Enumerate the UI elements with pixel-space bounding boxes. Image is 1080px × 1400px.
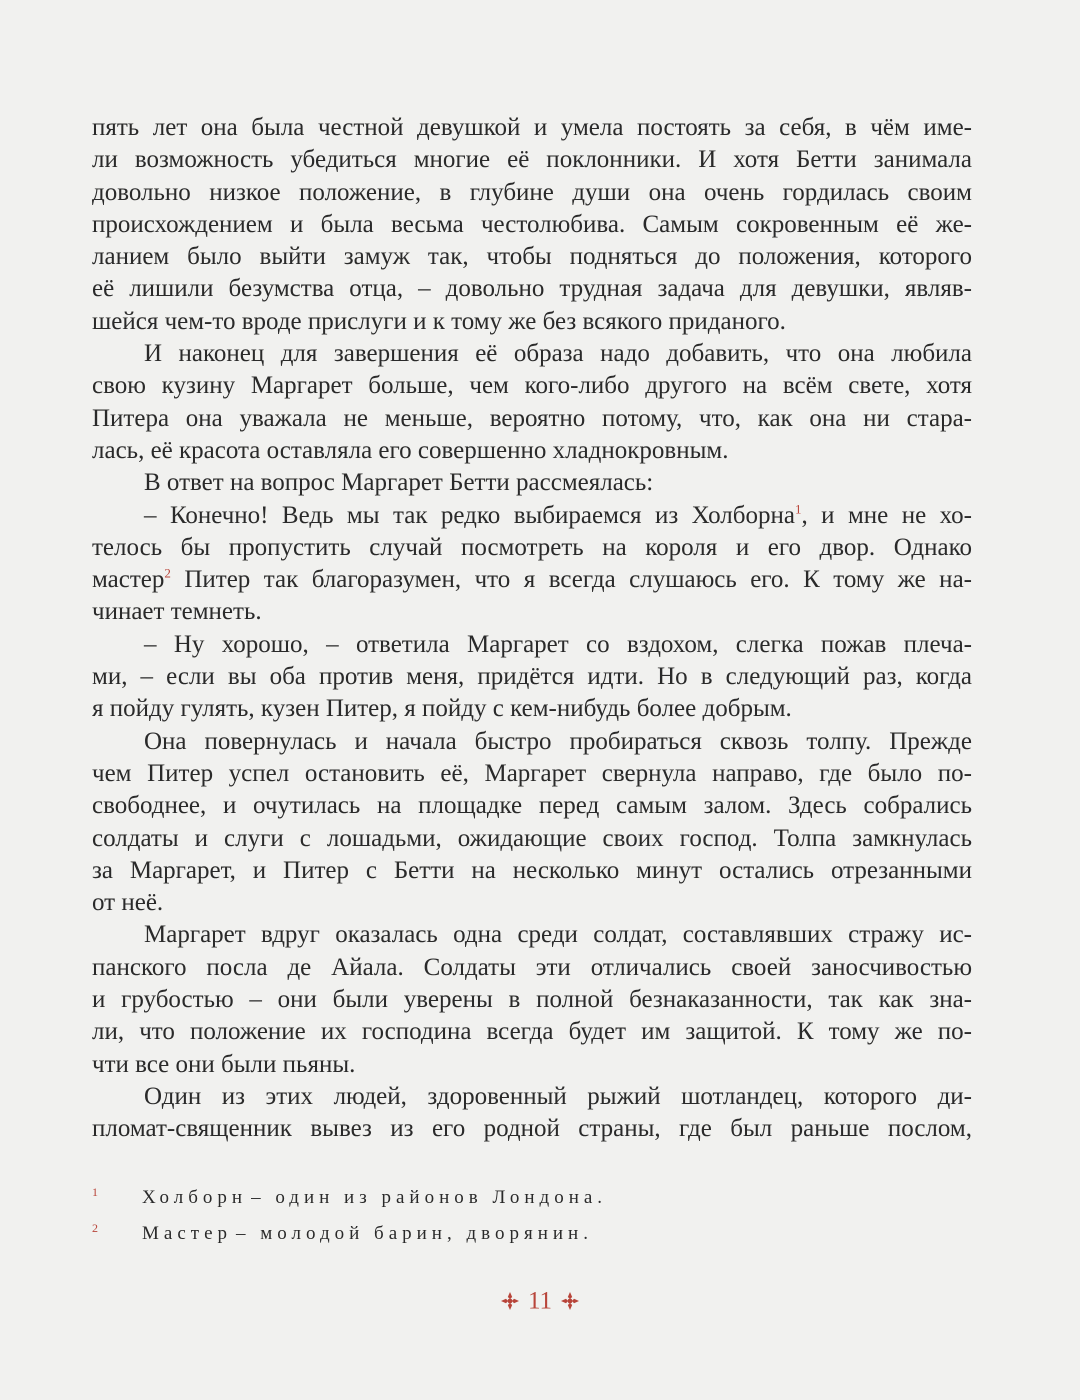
line-text: чинает темнеть. — [92, 598, 262, 626]
line-text: ланием было выйти замуж так, чтобы подняться до положения, которого — [92, 243, 972, 271]
line-text: за Маргарет, и Питер с Бетти на несколько минут остались отрезанными — [92, 856, 972, 884]
line-text: довольно низкое положение, в глубине души она очень гордилась своим — [92, 178, 972, 206]
text-line — [92, 209, 972, 241]
cross-ornament-icon — [560, 1291, 580, 1311]
line-text: ли, что положение их господина всегда будет им защитой. К тому же по- — [92, 1018, 972, 1046]
line-text: Маргарет вдруг оказалась одна среди солдат, составлявших стражу ис- — [144, 921, 972, 949]
line-text: ли возможность убедиться многие её поклонники. И хотя Бетти занимала — [92, 146, 972, 174]
line-text: свою кузину Маргарет больше, чем кого-либо другого на всём свете, хотя — [92, 372, 972, 400]
line-text: пять лет она была честной девушкой и умела постоять за себя, в чём име- — [92, 114, 972, 141]
footnote-number: 1 — [92, 1185, 98, 1199]
text-line — [92, 403, 972, 435]
line-text: В ответ на вопрос Маргарет Бетти рассмеялась: — [144, 469, 654, 497]
text-line — [92, 952, 972, 984]
footnote-ref: 2 — [164, 565, 171, 581]
line-text: Питера она уважала не меньше, вероятно потому, что, как она ни стара- — [92, 404, 972, 432]
line-text: чем Питер успел остановить её, Маргарет свернула направо, где было по- — [92, 759, 972, 787]
line-text: Один из этих людей, здоровенный рыжий шотландец, которого ди- — [144, 1082, 972, 1110]
text-line — [92, 532, 972, 564]
footnote-term: Мастер — [142, 1223, 232, 1244]
line-text: панского посла де Айала. Солдаты эти отличались своей заносчивостью — [92, 953, 972, 981]
text-line — [92, 887, 972, 919]
line-text: – Ну хорошо, – ответила Маргарет со вздохом, слегка пожав плеча- — [144, 630, 972, 658]
text-line — [92, 629, 972, 661]
text-line — [92, 144, 972, 176]
footnote-number: 2 — [92, 1221, 98, 1235]
line-text: происхождением и была весьма честолюбива. Самым сокровенным её же- — [92, 210, 972, 238]
text-line — [92, 1016, 972, 1048]
text-line — [92, 1113, 972, 1145]
line-text: пломат-священник вывез из его родной страны, где был раньше послом, — [92, 1115, 972, 1143]
footnote-ref: 1 — [794, 501, 802, 517]
text-line — [92, 596, 972, 628]
footnote-definition: – один из районов Лондона. — [251, 1187, 608, 1208]
footnotes — [92, 1180, 972, 1252]
line-text: я пойду гулять, кузен Питер, я пойду с кем-нибудь более добрым. — [92, 695, 792, 723]
text-line — [92, 177, 972, 209]
footnote-definition: – молодой барин, дворянин. — [236, 1223, 593, 1244]
text-line — [92, 855, 972, 887]
text-line — [92, 823, 972, 855]
line-text: ми, – если вы оба против меня, придётся идти. Но в следующий раз, когда — [92, 663, 972, 691]
text-line — [92, 1049, 972, 1081]
line-text: шейся чем-то вроде прислуги и к тому же без всякого приданого. — [92, 307, 786, 335]
line-text: И наконец для завершения её образа надо добавить, что она любила — [144, 340, 972, 368]
line-text: Она повернулась и начала быстро пробираться сквозь толпу. Прежде — [144, 727, 972, 755]
text-line — [92, 564, 972, 596]
text-line — [92, 984, 972, 1016]
line-text: лась, её красота оставляла его совершенно хладнокровным. — [92, 436, 729, 464]
line-text-continued: Питер так благоразумен, что я всегда слушаюсь его. К тому же на- — [170, 566, 972, 594]
cross-ornament-icon — [500, 1291, 520, 1311]
text-line — [92, 661, 972, 693]
page-number: 11 — [527, 1287, 553, 1315]
text-line — [92, 919, 972, 951]
line-text: чти все они были пьяны. — [92, 1050, 356, 1078]
line-text: свободнее, и очутилась на площадке перед самым залом. Здесь собрались — [92, 792, 972, 820]
text-line — [92, 370, 972, 402]
footnote-term: Холборн — [142, 1187, 248, 1208]
text-line — [92, 241, 972, 273]
text-line — [92, 467, 972, 499]
text-line — [92, 790, 972, 822]
footnote — [92, 1216, 972, 1252]
page-body — [92, 112, 972, 1146]
text-line — [92, 758, 972, 790]
text-line — [92, 693, 972, 725]
text-line — [92, 338, 972, 370]
footnote-text — [142, 1180, 607, 1216]
line-text: от неё. — [92, 889, 164, 917]
line-text-continued: , и мне не хо- — [801, 501, 972, 529]
line-text: солдаты и слуги с лошадьми, ожидающие своих господ. Толпа замкнулась — [92, 824, 972, 852]
text-line — [92, 1081, 972, 1113]
page-footer — [0, 1283, 1080, 1318]
line-text: мастер — [92, 566, 165, 594]
text-line — [92, 500, 972, 532]
text-line — [92, 112, 972, 144]
line-text: её лишили безумства отца, – довольно трудная задача для девушки, являв- — [92, 275, 972, 303]
text-line — [92, 726, 972, 758]
text-line — [92, 273, 972, 305]
line-text: телось бы пропустить случай посмотреть на короля и его двор. Однако — [92, 533, 972, 561]
footnote — [92, 1180, 972, 1216]
text-line — [92, 306, 972, 338]
footnote-text — [142, 1216, 593, 1252]
line-text: и грубостью – они были уверены в полной безнаказанности, так как зна- — [92, 986, 972, 1014]
text-line — [92, 435, 972, 467]
line-text: – Конечно! Ведь мы так редко выбираемся из Холборна — [144, 501, 795, 529]
